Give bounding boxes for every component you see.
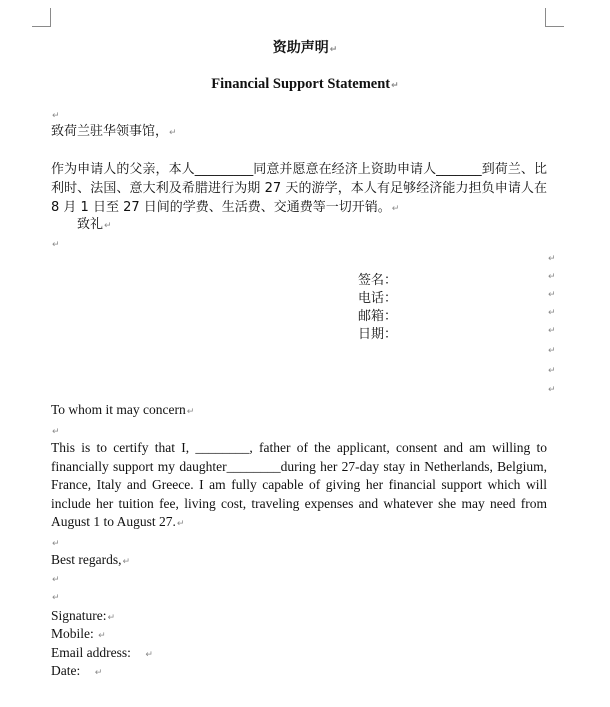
empty-paragraph: ↵ [52,111,60,121]
paragraph-mark: ↵ [548,326,556,336]
empty-paragraph: ↵ [52,539,60,549]
en-body-paragraph: This is to certify that I, ________, father of the applicant, consent and am willing to financially support my daughter________during her 27-day stay in Netherlands, Belgium, France, Italy and Greece. I am fully capable of giving her financial support which will include her tuition fee, living cost, traveling expenses and whatever she may need from August 1 to August 27.↵ [51,440,547,529]
paragraph-mark: ↵ [548,290,556,300]
cn-closing: 致礼↵ [77,217,112,232]
paragraph-mark: ↵ [548,366,556,376]
cn-phone-label: 电话： [358,291,398,306]
crop-mark-top-right [545,8,564,27]
en-email-label: Email address: ↵ [51,645,153,660]
paragraph-mark: ↵ [548,346,556,356]
en-closing: Best regards,↵ [51,552,131,567]
paragraph-mark: ↵ [548,385,556,395]
en-salutation: To whom it may concern↵ [51,402,195,417]
cn-date-label: 日期： [358,327,398,342]
en-date-label: Date: ↵ [51,663,103,678]
crop-mark-top-left [32,8,51,27]
paragraph-mark: ↵ [548,308,556,318]
en-mobile-label: Mobile: ↵ [51,626,106,641]
cn-signature-label: 签名： [358,273,398,288]
cn-body-paragraph: 作为申请人的父亲，本人_________同意并愿意在经济上资助申请人_______到荷兰、比利时、法国、意大利及希腊进行为期 27 天的游学，本人有足够经济能力担负申请人在 8 月 1 日至 27 日间的学费、生活费、交通费等一切开销。↵ [51,162,547,215]
empty-paragraph: ↵ [52,575,60,585]
empty-paragraph: ↵ [52,240,60,250]
empty-paragraph: ↵ [52,593,60,603]
title-english: Financial Support Statement↵ [211,76,399,92]
en-signature-label: Signature:↵ [51,608,116,623]
empty-paragraph: ↵ [52,427,60,437]
cn-salutation: 致荷兰驻华领事馆，↵ [51,124,177,139]
paragraph-mark: ↵ [548,254,556,264]
cn-email-label: 邮箱： [358,309,398,324]
title-chinese: 资助声明↵ [272,40,338,56]
paragraph-mark: ↵ [548,272,556,282]
